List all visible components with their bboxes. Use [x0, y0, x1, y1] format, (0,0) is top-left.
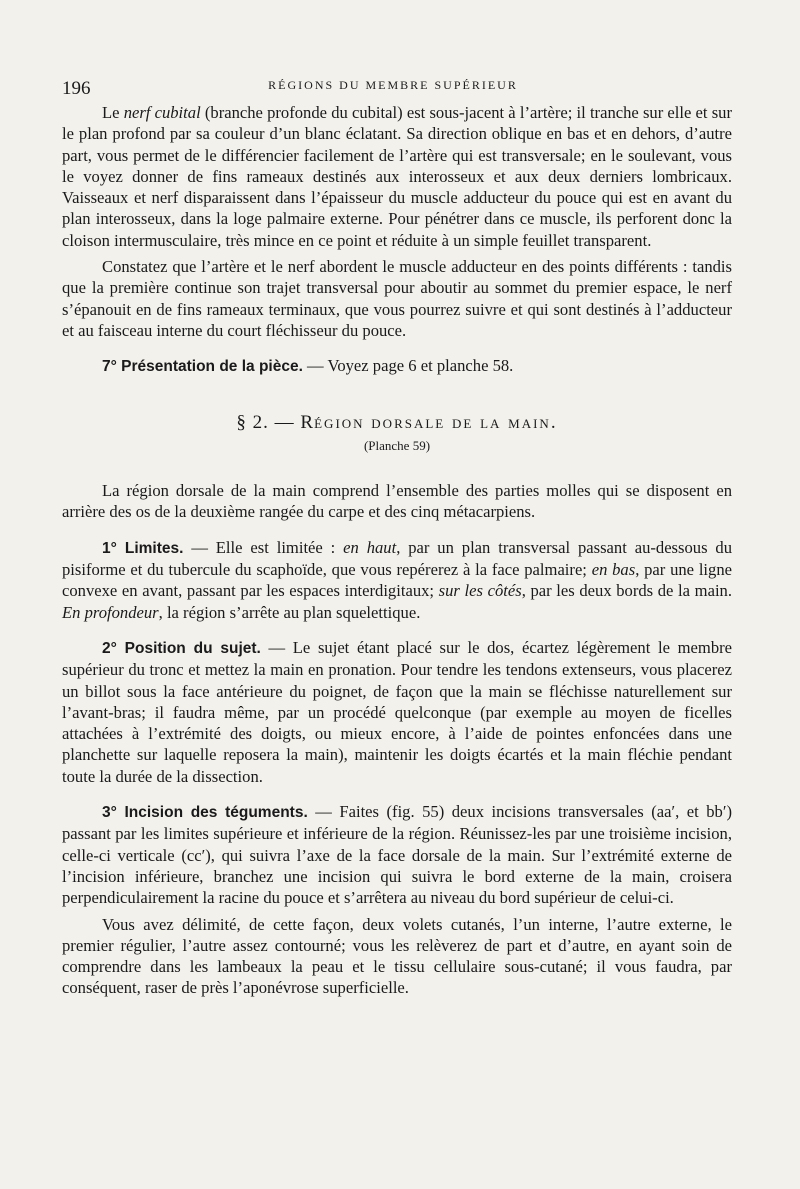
paragraph-nerf-cubital [62, 102, 732, 251]
text-span: , par les deux bords de la main. [521, 581, 733, 601]
planche-reference: (Planche 59) [363, 437, 431, 453]
text-span: Le [102, 103, 124, 122]
text-span: — Faites (fig. 55) deux incisions transversales (aa′, et bb′) passant par les limites supérieure et inférieure de la région. Réunissez-les par une troisième incision, celle-ci verticale (cc′), qui suivra l’axe de la face dorsale de la main. Sur l’extrémité externe de l’incision inférieure, branchez une incision qui suivra le bord externe de la main, croisera perpendiculairement la racine du pouce et s’arrêtera au niveau du bord supérieur de celui-ci. [62, 802, 732, 908]
running-title: RÉGIONS DU MEMBRE SUPÉRIEUR [268, 78, 518, 92]
italic-term: en bas [591, 560, 636, 580]
section-prefix: § 2. — R [236, 411, 315, 433]
text-span: — Elle est limitée : [183, 537, 344, 557]
section-heading-7: 7° Présentation de la pièce. [102, 358, 303, 376]
paragraph-presentation [62, 355, 732, 377]
section-title-text: égion dorsale de la main. [314, 411, 558, 433]
italic-term: sur les côtés [438, 581, 522, 601]
paragraph-limites [62, 537, 732, 623]
text-span: , par un plan transversal passant au-dessous du pisiforme et du tubercule du scaphoïde, que vous repérerez à la face palmaire; [62, 537, 732, 580]
text-span: , par une ligne convexe en avant, passant par les espaces interdigitaux; [62, 560, 733, 601]
paragraph-incision [62, 801, 732, 908]
italic-term: nerf cubital [123, 103, 201, 122]
text-span: — Le sujet étant placé sur le dos, écartez légèrement le membre supérieur du tronc et mettez la main en pronation. Pour tendre les tendons extenseurs, vous placerez un billot sous la face antérieure du poignet, de façon que la main se fléchisse naturellement sur l’avant-bras; il faudra même, par un procédé quelconque (par exemple au moyen de ficelles attachées à l’extrémité des doigts, ou mieux encore, à l’aide de pointes enfoncées dans une planchette sur laquelle reposera la main), maintenir les doigts écartés et la main fléchie pendant toute la durée de la dissection. [62, 637, 733, 786]
paragraph-intro: La région dorsale de la main comprend l’ensemble des parties molles qui se disposent en arrière des os de la deuxième rangée du carpe et des cinq métacarpiens. [62, 481, 732, 522]
paragraph-volets: Vous avez délimité, de cette façon, deux volets cutanés, l’un interne, l’autre externe, le premier régulier, l’autre assez contourné; vous les relèverez de part et d’autre, en ayant soin de comprendre dans les lambeaux la peau et le tissu cellulaire sous-cutané; il vous faudra, par conséquent, raser de près l’aponévrose superficielle. [62, 914, 732, 998]
paragraph-constatez: Constatez que l’artère et le nerf abordent le muscle adducteur en des points différents : tandis que la première continue son trajet transversal pour aboutir au sommet du premier espace, le nerf s’épanouit en de fins rameaux terminaux, que vous pourrez suivre et qui sont destinés à l’adducteur et au faisceau interne du court fléchisseur du pouce. [62, 257, 732, 340]
section-heading-2: 2° Position du sujet. [102, 639, 261, 657]
section-heading-3: 3° Incision des téguments. [102, 804, 308, 822]
italic-term: En profondeur [62, 602, 159, 622]
section-title [62, 412, 732, 433]
page-body [62, 102, 732, 999]
text-span: — Voyez page 6 et planche 58. [302, 356, 514, 376]
page-number: 196 [62, 78, 91, 99]
text-span: (branche profonde du cubital) est sous-jacent à l’artère; il tranche sur elle et sur le plan profond par sa couleur d’un blanc éclatant. Sa direction oblique en bas et en dehors, d’autre part, vous permet de le différencier facilement de l’artère qui est transversale; en le soulevant, vous le voyez donner de fins rameaux destinés aux interosseux et aux deux derniers lombricaux. Vaisseaux et nerf disparaissent dans l’épaisseur du muscle adducteur du pouce qui est en avant du plan interosseux, dans la loge palmaire externe. Pour pénétrer dans ce muscle, ils perforent donc la cloison intermusculaire, très mince en ce point et réduite à un simple feuillet transparent. [62, 103, 732, 250]
italic-term: en haut [343, 537, 397, 557]
paragraph-position [62, 637, 732, 787]
text-span: , la région s’arrête au plan squelettique. [158, 602, 421, 622]
page-header [62, 76, 724, 98]
section-heading-1: 1° Limites. [102, 539, 184, 557]
